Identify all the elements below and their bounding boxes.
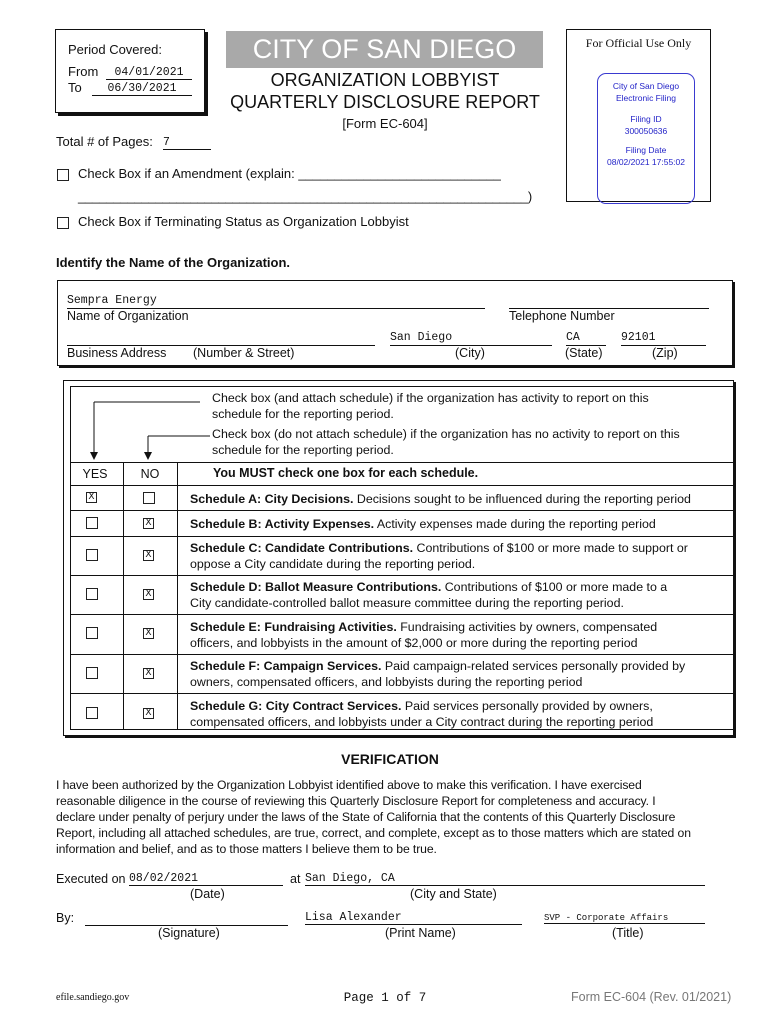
schedule-e-desc1: Fundraising activities by owners, compensated (400, 620, 658, 634)
instruction-arrows (80, 396, 210, 462)
schedule-f-desc1: Paid campaign-related services personally provided by (384, 659, 686, 673)
amendment-label: Check Box if an Amendment (explain: ____________________________ (78, 166, 501, 181)
row-separator (70, 510, 734, 511)
schedule-e-title: Schedule E: Fundraising Activities. (190, 620, 397, 634)
yes-header: YES (82, 467, 108, 481)
row-separator (70, 654, 734, 655)
footer-page-number: Page 1 of 7 (343, 991, 427, 1005)
official-use-box (566, 29, 711, 202)
org-name-label: Name of Organization (67, 309, 189, 323)
signature-field[interactable] (85, 911, 288, 926)
verification-line-3: declare under penalty of perjury under the laws of the State of California that the contents of this Quarterly Disclosure (56, 810, 676, 824)
stamp-line2: Electronic Filing (616, 93, 676, 103)
schedule-b-desc: Activity expenses made during the reporting period (376, 517, 656, 531)
schedule-c-desc2: oppose a City candidate during the reporting period. (190, 557, 476, 571)
amendment-explain-line[interactable]: ________________________________________________________________) (78, 189, 533, 204)
official-use-label: For Official Use Only (585, 36, 692, 50)
city-banner: CITY OF SAN DIEGO (226, 31, 543, 68)
from-label: From (68, 64, 99, 79)
instruction-yes-2: schedule for the reporting period. (212, 407, 394, 421)
total-pages-label: Total # of Pages: (56, 134, 153, 149)
schedule-f-yes-checkbox[interactable] (86, 667, 98, 679)
schedule-a-no-checkbox[interactable] (143, 492, 155, 504)
schedule-c-yes-checkbox[interactable] (86, 549, 98, 561)
footer-form-revision: Form EC-604 (Rev. 01/2021) (571, 990, 732, 1004)
schedule-a-yes-checkbox[interactable]: X (86, 492, 97, 503)
street-label: (Number & Street) (193, 346, 295, 360)
print-name-label: (Print Name) (385, 926, 456, 940)
schedule-e-desc2: officers, and lobbyists in the amount of $2,000 or more during the reporting period (190, 636, 638, 650)
city-label: (City) (455, 346, 485, 360)
period-from-field[interactable]: 04/01/2021 (106, 66, 192, 80)
schedule-g-title: Schedule G: City Contract Services. (190, 699, 402, 713)
schedule-d-title: Schedule D: Ballot Measure Contributions. (190, 580, 442, 594)
row-separator (70, 575, 734, 576)
filing-date-label: Filing Date (625, 145, 667, 155)
filing-id-label: Filing ID (630, 114, 662, 124)
instruction-yes-1: Check box (and attach schedule) if the organization has activity to report on this (212, 391, 649, 405)
schedule-d-no-checkbox[interactable]: X (143, 589, 154, 600)
period-to-field[interactable]: 06/30/2021 (92, 82, 192, 96)
telephone-field[interactable] (509, 294, 709, 309)
to-label: To (68, 80, 82, 95)
city-state-field[interactable]: San Diego, CA (305, 872, 705, 886)
filing-id: 300050636 (624, 126, 668, 136)
org-heading: Identify the Name of the Organization. (56, 255, 291, 270)
executed-date-field[interactable]: 08/02/2021 (129, 872, 283, 886)
schedule-c-desc1: Contributions of $100 or more made to support or (416, 541, 688, 555)
zip-field[interactable]: 92101 (621, 331, 706, 346)
verification-text (56, 777, 736, 857)
zip-label: (Zip) (652, 346, 678, 360)
schedule-e-no-checkbox[interactable]: X (143, 628, 154, 639)
telephone-label: Telephone Number (509, 309, 615, 323)
date-label: (Date) (190, 887, 225, 901)
street-field[interactable] (67, 331, 375, 346)
period-label: Period Covered: (68, 42, 162, 57)
executed-label: Executed on (56, 872, 126, 886)
schedule-e-text (190, 619, 730, 651)
schedule-c-text (190, 540, 730, 572)
verification-line-2: reasonable diligence in the course of reviewing this Quarterly Disclosure Report for completeness and accuracy. I (56, 794, 656, 808)
schedule-g-yes-checkbox[interactable] (86, 707, 98, 719)
stamp-line1: City of San Diego (612, 81, 680, 91)
title-field[interactable]: SVP - Corporate Affairs (544, 913, 705, 924)
terminating-checkbox[interactable] (57, 217, 69, 229)
at-label: at (290, 872, 301, 886)
title-label: (Title) (612, 926, 644, 940)
report-title-line1: ORGANIZATION LOBBYIST (270, 70, 500, 90)
verification-heading: VERIFICATION (341, 751, 439, 767)
schedule-b-text (190, 516, 730, 532)
org-name-field[interactable]: Sempra Energy (67, 294, 485, 309)
schedule-f-title: Schedule F: Campaign Services. (190, 659, 382, 673)
instruction-no-1: Check box (do not attach schedule) if the organization has no activity to report on this (212, 427, 680, 441)
city-field[interactable]: San Diego (390, 331, 552, 346)
schedule-b-title: Schedule B: Activity Expenses. (190, 517, 375, 531)
schedule-d-desc2: City candidate-controlled ballot measure committee during the reporting period. (190, 596, 624, 610)
state-field[interactable]: CA (566, 331, 606, 346)
instruction-no-2: schedule for the reporting period. (212, 443, 394, 457)
schedule-a-text (190, 491, 730, 507)
form-number: [Form EC-604] (342, 116, 428, 131)
must-check-note: You MUST check one box for each schedule. (213, 466, 479, 480)
row-separator (70, 536, 734, 537)
amendment-checkbox[interactable] (57, 169, 69, 181)
table-header-bottom-line (70, 485, 734, 486)
schedule-a-title: Schedule A: City Decisions. (190, 492, 354, 506)
row-separator (70, 693, 734, 694)
filing-date: 08/02/2021 17:55:02 (607, 157, 685, 167)
schedule-g-no-checkbox[interactable]: X (143, 708, 154, 719)
schedule-a-desc: Decisions sought to be influenced during the reporting period (356, 492, 691, 506)
verification-line-4: Report, including all attached schedules, are true, correct, and complete, except as to those matters which are stated on (56, 826, 691, 840)
state-label: (State) (565, 346, 603, 360)
schedule-c-no-checkbox[interactable]: X (143, 550, 154, 561)
schedule-e-yes-checkbox[interactable] (86, 627, 98, 639)
period-covered-box (55, 29, 205, 113)
col-divider-2 (177, 462, 178, 730)
schedule-d-yes-checkbox[interactable] (86, 588, 98, 600)
filing-stamp (597, 73, 695, 204)
schedule-g-desc2: compensated officers, and lobbyists under a City contract during the reporting period (190, 715, 654, 729)
col-divider-1 (123, 462, 124, 730)
schedule-b-no-checkbox[interactable]: X (143, 518, 154, 529)
row-separator (70, 614, 734, 615)
schedule-d-desc1: Contributions of $100 or more made to a (444, 580, 668, 594)
total-pages-field[interactable]: 7 (163, 136, 211, 150)
schedule-c-title: Schedule C: Candidate Contributions. (190, 541, 414, 555)
schedule-d-text (190, 579, 730, 611)
schedule-g-text (190, 698, 730, 730)
verification-line-1: I have been authorized by the Organization Lobbyist identified above to make this verification. I have exercised (56, 778, 642, 792)
signature-label: (Signature) (158, 926, 220, 940)
print-name-field[interactable]: Lisa Alexander (305, 911, 522, 925)
schedule-f-no-checkbox[interactable]: X (143, 668, 154, 679)
schedule-b-yes-checkbox[interactable] (86, 517, 98, 529)
verification-line-5: information and belief, and as to those matters I believe them to be true. (56, 842, 437, 856)
by-label: By: (56, 911, 75, 925)
schedule-g-desc1: Paid services personally provided by owners, (404, 699, 653, 713)
schedule-f-desc2: owners, compensated officers, and lobbyists during the reporting period (190, 675, 583, 689)
footer-website: efile.sandiego.gov (56, 992, 130, 1003)
no-header: NO (140, 467, 160, 481)
schedule-f-text (190, 658, 730, 690)
city-state-label: (City and State) (410, 887, 497, 901)
address-label: Business Address (67, 346, 167, 360)
terminating-label: Check Box if Terminating Status as Organization Lobbyist (78, 214, 409, 229)
table-header-top-line (70, 462, 734, 463)
report-title-line2: QUARTERLY DISCLOSURE REPORT (230, 92, 540, 112)
